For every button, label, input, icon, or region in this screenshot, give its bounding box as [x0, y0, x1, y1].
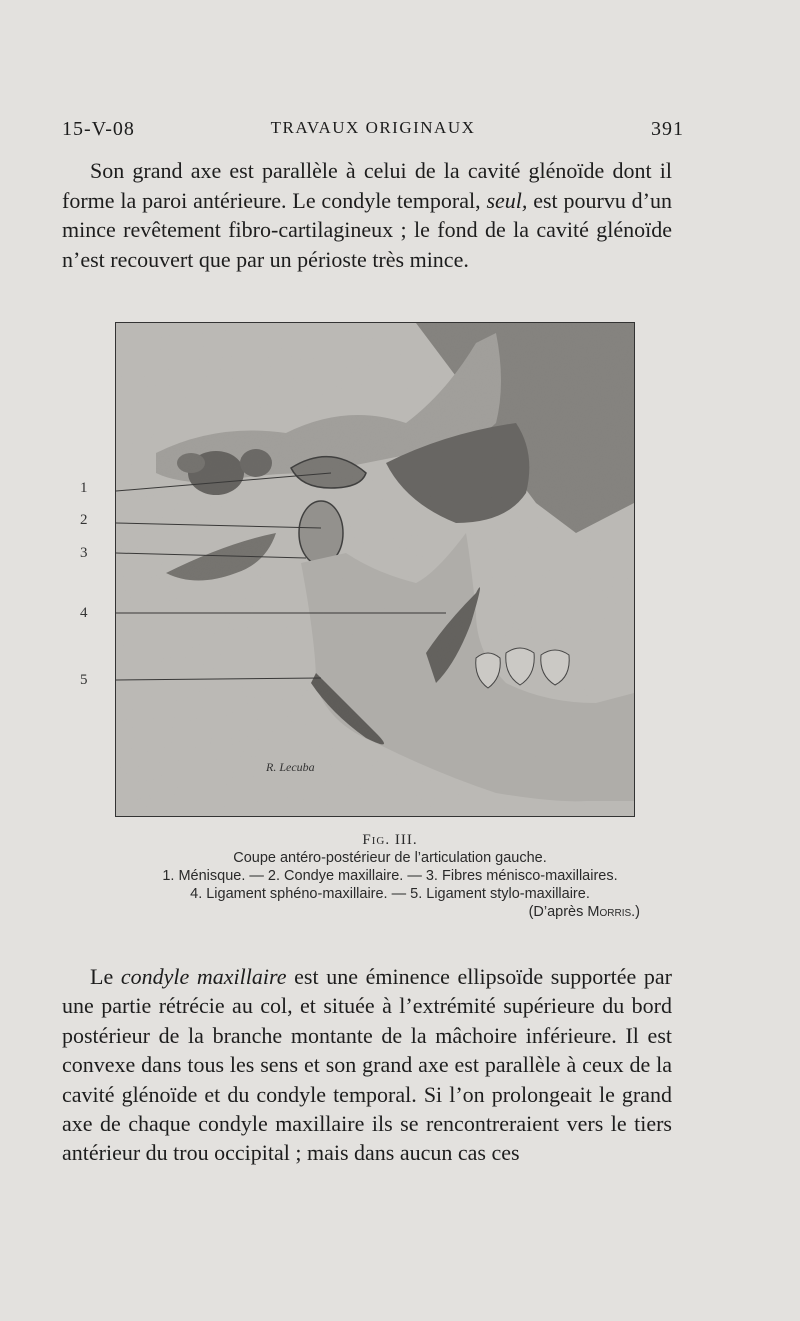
caption-line-3: 4. Ligament sphéno-maxillaire. — 5. Ligament stylo-maxillaire. [190, 886, 590, 902]
paragraph-1-emphasis: seul, [486, 187, 528, 213]
paragraph-2-text: est une éminence ellipsoïde supportée par une partie rétrécie au col, et située à l’extrémité supérieure du bord postérieur de la branche montante de la mâchoire inférieure. Il est convexe dans tous les sens et son grand axe est parallèle à ceux de la cavité glénoïde et du condyle temporal. Si l’on prolongeait le grand axe de chaque condyle maxillaire ils se rencontreraient vers le tiers antérieur du trou occipital ; mais dans aucun cas ces [62, 964, 672, 1166]
paragraph-1-text-b: est pourvu d’un mince revêtement fibro-cartilagineux ; le fond de la cavité glénoïde n’est recouvert que par un périoste très mince. [62, 187, 672, 272]
caption-line-1: Coupe antéro-postérieur de l’articulation gauche. [233, 850, 547, 866]
paragraph-1 [62, 156, 672, 274]
running-header [62, 118, 684, 150]
caption-credit [100, 903, 680, 921]
figure-label-3: 3 [80, 545, 88, 561]
paragraph-2-emphasis: condyle maxillaire [120, 964, 287, 989]
caption-line-2: 1. Ménisque. — 2. Condye maxillaire. — 3. Fibres ménisco-maxillaires. [162, 868, 618, 884]
figure-label-1: 1 [80, 480, 88, 496]
credit-prefix: (D’après [528, 904, 588, 920]
credit-suffix: .) [631, 904, 640, 920]
joint-section-drawing [116, 323, 634, 816]
figure-caption [100, 832, 680, 921]
anatomical-illustration [115, 322, 635, 817]
credit-author: Morris [587, 904, 632, 920]
page-number: 391 [651, 118, 684, 140]
header-title: TRAVAUX ORIGINAUX [270, 118, 476, 137]
figure-label-5: 5 [80, 672, 88, 688]
paragraph-1-text-a: Son grand axe est parallèle à celui de la cavité glénoïde dont il forme la paroi antérieure. Le condyle temporal, [62, 158, 672, 213]
paragraph-2-prefix: Le [90, 964, 121, 989]
figure-label-2: 2 [80, 512, 88, 528]
paragraph-2 [62, 962, 672, 1168]
figure-label-4: 4 [80, 605, 88, 621]
header-left: 15-V-08 [62, 118, 135, 140]
caption-title: Fig. III. [362, 832, 418, 848]
artist-signature: R. Lecuba [266, 760, 315, 774]
